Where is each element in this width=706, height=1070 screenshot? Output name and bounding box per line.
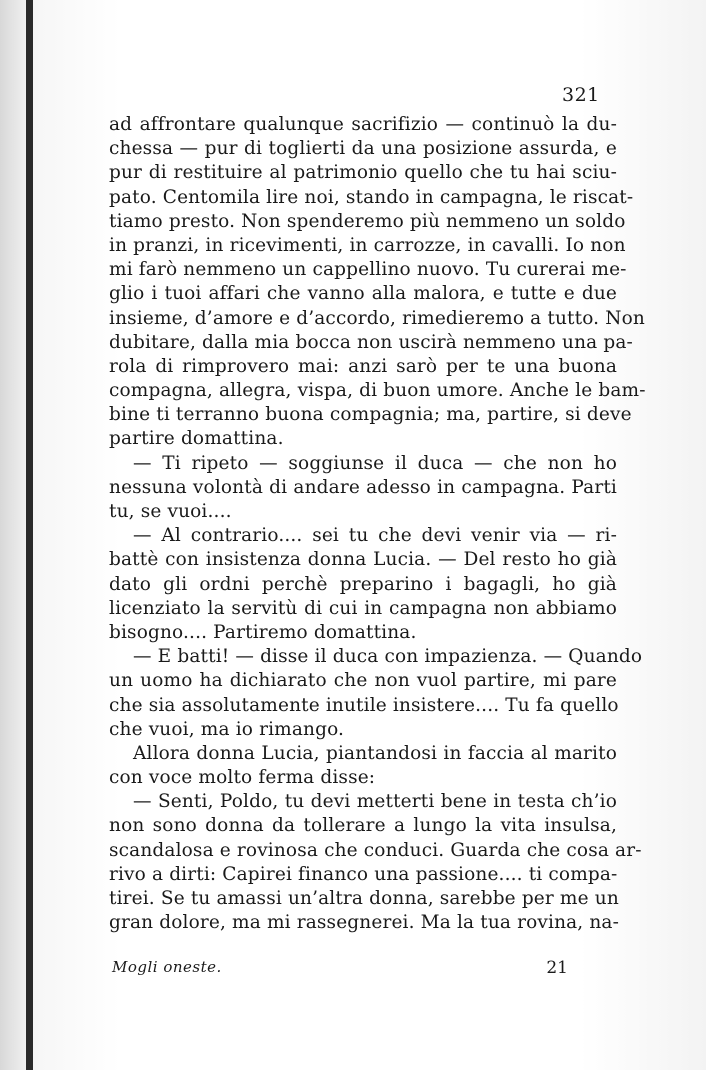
text-line: dubitare, dalla mia bocca non uscirà nemmeno una pa- xyxy=(109,331,633,353)
text-line: chessa — pur di toglierti da una posizione assurda, e xyxy=(109,138,617,160)
text-line: — E batti! — disse il duca con impazienza. — Quando xyxy=(133,646,643,668)
text-line: — Ti ripeto — soggiunse il duca — che non ho xyxy=(133,452,617,474)
text-line: che vuoi, ma io rimango. xyxy=(109,718,345,740)
text-line: compagna, allegra, vispa, di buon umore. Anche le bam- xyxy=(109,380,646,402)
footer-signature-mark: 21 xyxy=(546,958,568,978)
text-line: licenziato la servitù di cui in campagna non abbiamo xyxy=(109,597,617,619)
text-line: — Al contrario.... sei tu che devi venir via — ri- xyxy=(133,525,617,547)
text-line: glio i tuoi affari che vanno alla malora, e tutte e due xyxy=(109,283,617,305)
text-line: tirei. Se tu amassi un’altra donna, sarebbe per me un xyxy=(109,888,619,909)
text-line: tiamo presto. Non spenderemo più nemmeno un soldo xyxy=(109,210,626,232)
text-line: nessuna volontà di andare adesso in campagna. Parti xyxy=(109,476,617,498)
text-line: mi farò nemmeno un cappellino nuovo. Tu curerai me- xyxy=(109,259,627,281)
book-binding xyxy=(26,0,33,1070)
text-line: scandalosa e rovinosa che conduci. Guarda che cosa ar- xyxy=(109,839,642,861)
text-line: non sono donna da tollerare a lungo la vita insulsa, xyxy=(109,815,617,837)
text-line: bisogno.... Partiremo domattina. xyxy=(109,621,417,643)
text-line: insieme, d’amore e d’accordo, rimedieremo a tutto. Non xyxy=(109,307,645,329)
text-line: che sia assolutamente inutile insistere.... Tu fa quello xyxy=(109,694,619,716)
page-footer xyxy=(112,958,568,984)
text-line: Allora donna Lucia, piantandosi in faccia al marito xyxy=(133,742,617,764)
body-text xyxy=(109,113,646,935)
text-line: rola di rimprovero mai: anzi sarò per te una buona xyxy=(109,355,617,377)
text-line: bine ti terranno buona compagnia; ma, partire, si deve xyxy=(109,404,632,426)
text-line: rivo a dirti: Capirei financo una passione.... ti compa- xyxy=(109,863,618,885)
text-line: con voce molto ferma disse: xyxy=(109,767,376,789)
text-line: battè con insistenza donna Lucia. — Del resto ho già xyxy=(109,549,617,571)
text-line: dato gli ordni perchè preparino i bagagli, ho già xyxy=(109,573,617,595)
text-line: tu, se vuoi.... xyxy=(109,501,232,522)
text-line: — Senti, Poldo, tu devi metterti bene in testa ch’io xyxy=(133,791,617,813)
text-line: ad affrontare qualunque sacrifizio — continuò la du- xyxy=(109,114,617,135)
text-line: in pranzi, in ricevimenti, in carrozze, in cavalli. Io non xyxy=(109,234,626,256)
text-line: pato. Centomila lire noi, stando in campagna, le riscat- xyxy=(109,186,634,208)
text-line: un uomo ha dichiarato che non vuol partire, mi pare xyxy=(109,670,617,692)
page-number: 321 xyxy=(562,84,600,106)
footer-book-title: Mogli oneste. xyxy=(112,958,222,976)
text-line: pur di restituire al patrimonio quello che tu hai sciu- xyxy=(109,162,617,184)
binding-shadow xyxy=(0,0,26,1070)
text-line: gran dolore, ma mi rassegnerei. Ma la tua rovina, na- xyxy=(109,912,620,934)
text-line: partire domattina. xyxy=(109,428,284,450)
